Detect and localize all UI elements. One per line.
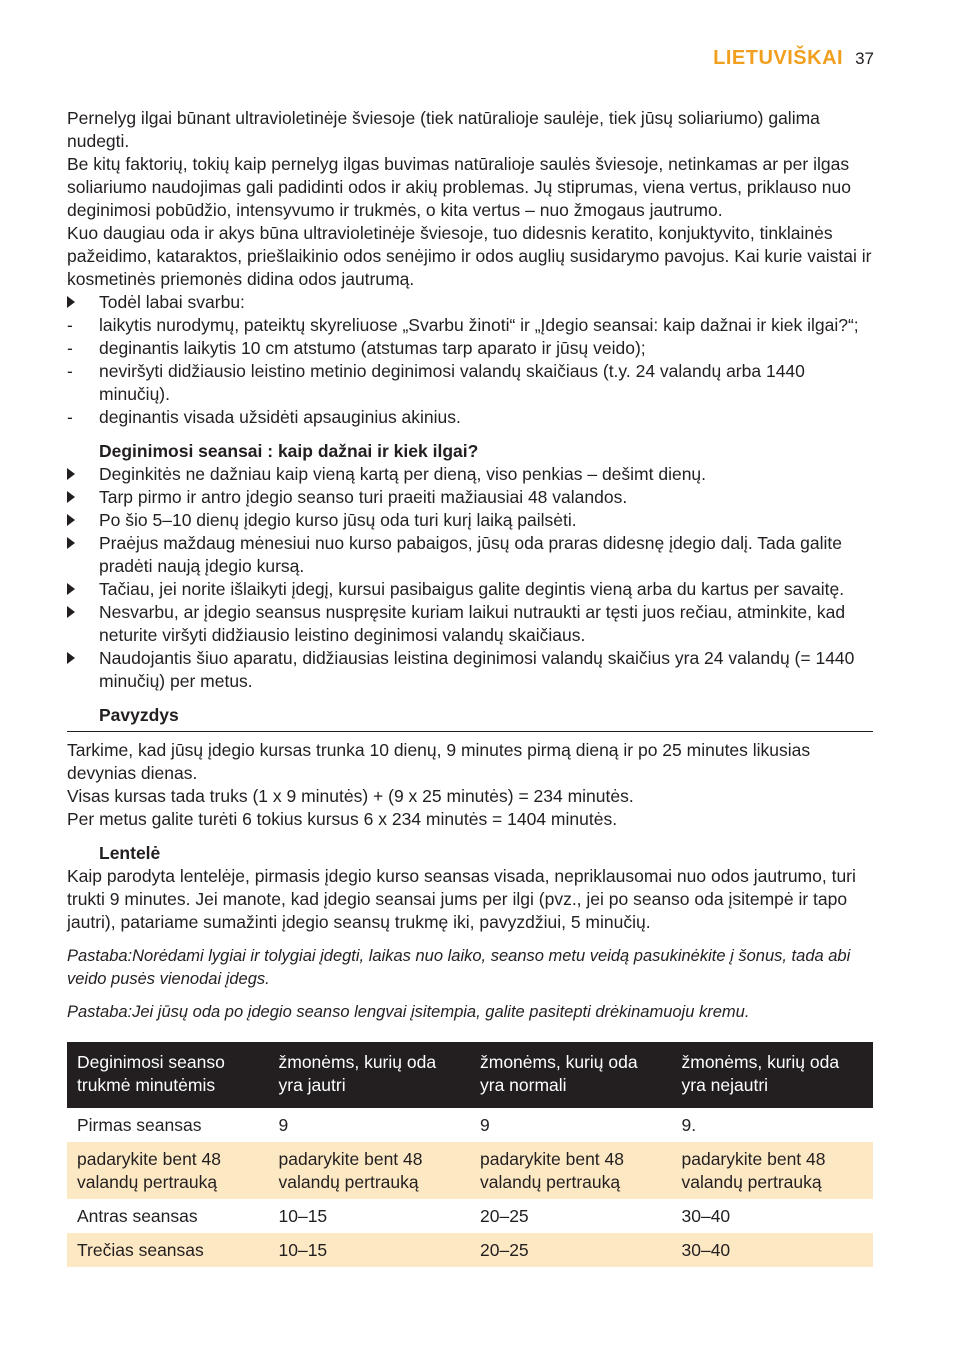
list-item: Tarp pirmo ir antro įdegio seanso turi praeiti mažiausiai 48 valandos. bbox=[67, 486, 873, 509]
table-cell: 20–25 bbox=[470, 1233, 672, 1267]
bullet-triangle-icon bbox=[67, 468, 75, 480]
note: Pastaba:Norėdami lygiai ir tolygiai įdegti, laikas nuo laiko, seanso metu veidą pasukinėkite į šonus, tada abi veido pusės vienodai įdegs. bbox=[67, 947, 851, 988]
table-cell: 20–25 bbox=[480, 1206, 529, 1226]
divider bbox=[67, 727, 873, 732]
page-content bbox=[67, 107, 873, 1267]
table-cell: 9. bbox=[681, 1115, 697, 1135]
example-line: Per metus galite turėti 6 tokius kursus 6 x 234 minutės = 1404 minutės. bbox=[67, 809, 618, 829]
paragraph: Kuo daugiau oda ir akys būna ultravioletinėje šviesoje, tuo didesnis keratito, konjuktyvito, tinklainės pažeidimo, kataraktos, priešlaikinio odos senėjimo ir odos auglių susidarymo pavojus. Kai kurie vaistai ir kosmetinės priemonės didina odos jautrumą. bbox=[67, 223, 872, 289]
table-row bbox=[67, 1233, 873, 1267]
list-item: Praėjus maždaug mėnesiui nuo kurso pabaigos, jūsų oda praras didesnę įdegio dalį. Tada galite pradėti naują įdegio kursą. bbox=[67, 532, 873, 578]
list-item: Nesvarbu, ar įdegio seansus nuspręsite kuriam laikui nutraukti ar tęsti juos rečiau, atminkite, kad neturite viršyti didžiausio leistino deginimosi valandų skaičiaus. bbox=[67, 601, 873, 647]
list-item: - deginantis visada užsidėti apsauginius akinius. bbox=[67, 407, 461, 427]
page-header bbox=[713, 47, 874, 70]
table-cell: padarykite bent 48 valandų pertrauką bbox=[672, 1142, 874, 1199]
bullet-triangle-icon bbox=[67, 606, 75, 618]
list-item: Tačiau, jei norite išlaikyti įdegį, kursui pasibaigus galite degintis vieną arba du kartus per savaitę. bbox=[67, 578, 873, 601]
list-item: Po šio 5–10 dienų įdegio kurso jūsų oda turi kurį laiką pailsėti. bbox=[67, 509, 873, 532]
table-row bbox=[67, 1142, 873, 1199]
list-item: Deginkitės ne dažniau kaip vieną kartą per dieną, viso penkias – dešimt dienų. bbox=[67, 463, 873, 486]
bullet-triangle-icon bbox=[67, 652, 75, 664]
sessions-list bbox=[67, 463, 873, 693]
table-cell: 10–15 bbox=[278, 1206, 328, 1226]
table-row bbox=[67, 1199, 873, 1233]
table-cell: padarykite bent 48 valandų pertrauką bbox=[67, 1142, 269, 1199]
table-cell: padarykite bent 48 valandų pertrauką bbox=[470, 1142, 672, 1199]
page-number: 37 bbox=[855, 49, 874, 68]
table-header-cell: Deginimosi seanso trukmė minutėmis bbox=[67, 1042, 269, 1108]
example-line: Visas kursas tada truks (1 x 9 minutės) + (9 x 25 minutės) = 234 minutės. bbox=[67, 786, 634, 806]
table-cell: 9 bbox=[480, 1115, 490, 1135]
list-item: Naudojantis šiuo aparatu, didžiausias leistina deginimosi valandų skaičius yra 24 valandų (= 1440 minučių) per metus. bbox=[67, 647, 873, 693]
table-cell: padarykite bent 48 valandų pertrauką bbox=[269, 1142, 471, 1199]
paragraph: Pernelyg ilgai būnant ultravioletinėje šviesoje (tiek natūralioje saulėje, tiek jūsų soliariumo) galima nudegti. bbox=[67, 108, 820, 151]
table-cell: 10–15 bbox=[269, 1233, 471, 1267]
table-header-cell: žmonėms, kurių oda yra jautri bbox=[269, 1042, 471, 1108]
bullet-triangle-icon bbox=[67, 514, 75, 526]
bullet-triangle-icon bbox=[67, 296, 75, 308]
note: Pastaba:Jei jūsų oda po įdegio seanso lengvai įsitempia, galite pasitepti drėkinamuoju kremu. bbox=[67, 1003, 750, 1021]
table-description: Kaip parodyta lentelėje, pirmasis įdegio kurso seansas visada, nepriklausomai nuo odos jautrumo, turi trukti 9 minutes. Jei manote, kad įdegio seansai jums per ilgi (pvz., jei po seanso oda įsitempė ir tapo jautri), patariame sumažinti įdegio seansų trukmę iki, pavyzdžiui, 5 minučių. bbox=[67, 866, 856, 932]
table-cell: Antras seansas bbox=[77, 1206, 198, 1226]
table-header-cell: žmonėms, kurių oda yra nejautri bbox=[672, 1042, 874, 1108]
table-cell: 9 bbox=[278, 1115, 289, 1135]
bullet-triangle-icon bbox=[67, 537, 75, 549]
bullet-triangle-icon bbox=[67, 491, 75, 503]
list-item: - laikytis nurodymų, pateiktų skyreliuose „Svarbu žinoti“ ir „Įdegio seansai: kaip dažnai ir kiek ilgai?“; bbox=[67, 315, 859, 335]
table-header-cell: žmonėms, kurių oda yra normali bbox=[470, 1042, 672, 1108]
table-cell: 30–40 bbox=[672, 1233, 874, 1267]
session-table bbox=[67, 1042, 873, 1267]
sessions-heading: Deginimosi seansai : kaip dažnai ir kiek ilgai? bbox=[99, 441, 479, 461]
list-item: - neviršyti didžiausio leistino metinio deginimosi valandų skaičiaus (t.y. 24 valandų arba 1440 minučių). bbox=[67, 361, 805, 404]
paragraph: Be kitų faktorių, tokių kaip pernelyg ilgas buvimas natūralioje saulės šviesoje, netinkamas ar per ilgas soliariumo naudojimas gali padidinti odos ir akių problemas. Jų stiprumas, viena vertus, priklauso nuo deginimosi pobūdžio, intensyvumo ir trukmės, o kita vertus – nuo žmogaus jautrumo. bbox=[67, 154, 852, 220]
table-cell: Trečias seansas bbox=[67, 1233, 269, 1267]
list-item: - deginantis laikytis 10 cm atstumo (atstumas tarp aparato ir jūsų veido); bbox=[67, 338, 646, 358]
table-cell: Pirmas seansas bbox=[77, 1115, 202, 1135]
table-row bbox=[67, 1108, 873, 1142]
important-list bbox=[67, 291, 873, 429]
example-line: Tarkime, kad jūsų įdegio kursas trunka 10 dienų, 9 minutes pirmą dieną ir po 25 minutes likusias devynias dienas. bbox=[67, 740, 811, 783]
example-heading: Pavyzdys bbox=[99, 705, 179, 725]
language-label: LIETUVIŠKAI bbox=[713, 47, 844, 69]
table-cell: 30–40 bbox=[681, 1206, 731, 1226]
list-item: Todėl labai svarbu: bbox=[67, 291, 873, 314]
table-heading: Lentelė bbox=[99, 843, 161, 863]
table-header-row bbox=[67, 1042, 873, 1108]
bullet-triangle-icon bbox=[67, 583, 75, 595]
